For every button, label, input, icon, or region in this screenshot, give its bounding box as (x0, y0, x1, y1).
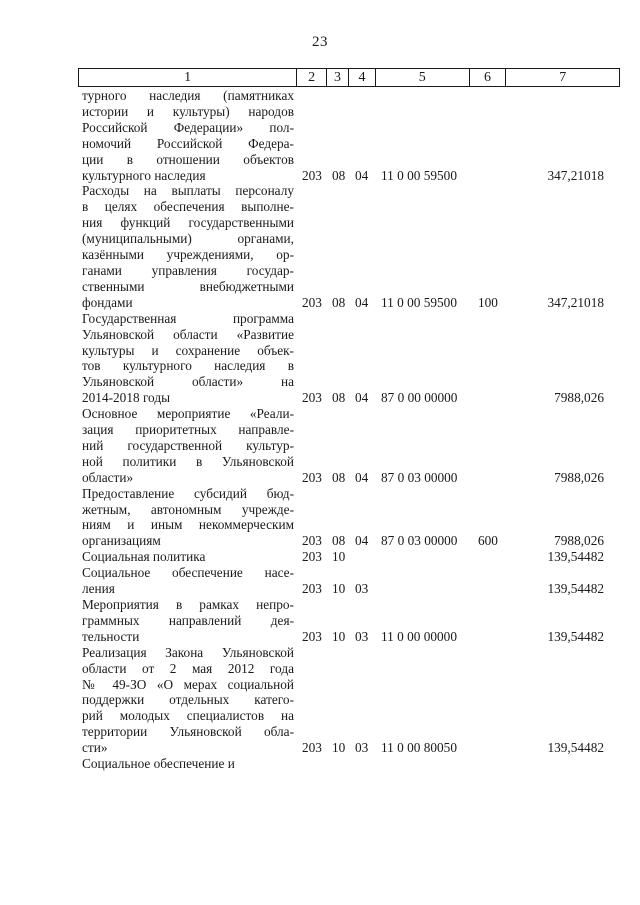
row-name-line: ния функций государственными (82, 215, 294, 231)
target-item-code: 11 0 00 00000 (381, 628, 457, 644)
section-code: 08 (332, 533, 346, 549)
row-name-line: ления (82, 581, 115, 597)
section-code: 08 (332, 167, 346, 183)
subsection-code: 04 (355, 469, 369, 485)
section-code: 10 (332, 549, 346, 565)
admin-code: 203 (302, 549, 322, 565)
row-name-line: территории Ульяновской обла- (82, 724, 294, 740)
row-name-line: сти» (82, 740, 108, 756)
header-col-4: 4 (349, 69, 376, 86)
table-row (82, 756, 622, 772)
amount: 347,21018 (547, 294, 604, 310)
amount: 139,54482 (547, 549, 604, 565)
table-row (82, 645, 622, 756)
row-codes (82, 470, 622, 486)
target-item-code: 11 0 00 59500 (381, 167, 457, 183)
row-name-line: Реализация Закона Ульяновской (82, 644, 294, 660)
subsection-code: 04 (355, 390, 369, 406)
section-code: 08 (332, 294, 346, 310)
section-code: 10 (332, 740, 346, 756)
amount: 347,21018 (547, 167, 604, 183)
target-item-code: 87 0 00 00000 (381, 390, 458, 406)
header-col-7: 7 (559, 70, 567, 85)
row-codes (82, 533, 622, 549)
target-item-code: 11 0 00 59500 (381, 294, 457, 310)
row-codes (82, 390, 622, 406)
amount: 7988,026 (554, 469, 604, 485)
row-codes (82, 629, 622, 645)
header-col-5: 5 (376, 69, 470, 86)
row-name-line: рий молодых специалистов на (82, 708, 294, 724)
row-name-line: номочий Российской Федера- (82, 135, 294, 151)
row-name-line: области от 2 мая 2012 года (82, 660, 294, 676)
amount: 7988,026 (554, 533, 604, 549)
row-name-line: области» (82, 469, 134, 485)
admin-code: 203 (302, 628, 322, 644)
table-row (82, 565, 622, 597)
row-name-line: в целях обеспечения выполне- (82, 199, 294, 215)
admin-code: 203 (302, 167, 322, 183)
subsection-code: 03 (355, 628, 369, 644)
row-codes (82, 167, 622, 183)
subsection-code: 04 (355, 294, 369, 310)
row-name-line: (муниципальными) органами, (82, 231, 294, 247)
table-row (82, 311, 622, 406)
row-name (82, 183, 294, 310)
section-code: 10 (332, 628, 346, 644)
row-name-line: турного наследия (памятниках (82, 88, 294, 103)
row-name-line: ной политики в Ульяновской (82, 453, 294, 469)
table-row (82, 486, 622, 550)
header-col-2: 2 (297, 69, 327, 86)
admin-code: 203 (302, 581, 322, 597)
table-row (82, 597, 622, 645)
row-name-line: зация приоритетных направле- (82, 422, 294, 438)
table-row (82, 406, 622, 486)
row-name-line: граммных направлений дея- (82, 612, 294, 628)
row-codes (82, 581, 622, 597)
row-name-line: Российской Федерации» пол- (82, 119, 294, 135)
row-name-line: ственными внебюджетными (82, 278, 294, 294)
row-name-line: Мероприятия в рамках непро- (82, 597, 294, 612)
admin-code: 203 (302, 294, 322, 310)
row-codes (82, 295, 622, 311)
header-col-1: 1 (79, 69, 297, 86)
row-name-line: истории и культуры) народов (82, 103, 294, 119)
row-name-line: казёнными учреждениями, ор- (82, 247, 294, 263)
row-name-line: Социальная политика (82, 549, 206, 565)
admin-code: 203 (302, 740, 322, 756)
row-name-line: Ульяновской области» на (82, 374, 294, 390)
row-name-line: поддержки отдельных катего- (82, 692, 294, 708)
amount: 139,54482 (547, 740, 604, 756)
table-row (82, 88, 622, 183)
subsection-code: 03 (355, 740, 369, 756)
row-name-line: культуры и сохранение объек- (82, 342, 294, 358)
subsection-code: 04 (355, 167, 369, 183)
target-item-code: 87 0 03 00000 (381, 469, 458, 485)
subsection-code: 04 (355, 533, 369, 549)
row-name-line: Предоставление субсидий бюд- (82, 485, 294, 501)
row-codes (82, 740, 622, 756)
row-name-line: Государственная программа (82, 310, 294, 326)
row-name-line: Основное мероприятие «Реали- (82, 406, 294, 422)
expense-type-code: 600 (478, 533, 498, 549)
row-name-line: 2014-2018 годы (82, 390, 171, 406)
table-row (82, 549, 622, 565)
page-number: 23 (312, 34, 328, 50)
target-item-code: 87 0 03 00000 (381, 533, 458, 549)
amount: 7988,026 (554, 390, 604, 406)
row-name-line: жетным, автономным учрежде- (82, 501, 294, 517)
admin-code: 203 (302, 390, 322, 406)
header-col-3: 3 (327, 69, 349, 86)
row-name-line: тельности (82, 628, 140, 644)
amount: 139,54482 (547, 581, 604, 597)
expense-type-code: 100 (478, 294, 498, 310)
row-name-line: Расходы на выплаты персоналу (82, 183, 294, 199)
admin-code: 203 (302, 469, 322, 485)
row-name-line: Социальное обеспечение и (82, 756, 235, 772)
row-name-line: тов культурного наследия в (82, 358, 294, 374)
row-name-line: № 49-ЗО «О мерах социальной (82, 676, 294, 692)
header-col-6: 6 (470, 69, 507, 86)
table-row (82, 183, 622, 310)
admin-code: 203 (302, 533, 322, 549)
amount: 139,54482 (547, 628, 604, 644)
section-code: 08 (332, 390, 346, 406)
subsection-code: 03 (355, 581, 369, 597)
row-name-line: ниям и иным некоммерческим (82, 517, 294, 533)
table-body (82, 88, 622, 772)
row-name-line: ганами управления государ- (82, 262, 294, 278)
row-name-line: Ульяновской области «Развитие (82, 326, 294, 342)
row-codes (82, 756, 622, 772)
row-name-line: фондами (82, 294, 133, 310)
section-code: 08 (332, 469, 346, 485)
row-name-line: культурного наследия (82, 167, 206, 183)
row-name-line: организациям (82, 533, 161, 549)
section-code: 10 (332, 581, 346, 597)
table-header (78, 68, 620, 87)
row-name-line: ний государственной культур- (82, 437, 294, 453)
target-item-code: 11 0 00 80050 (381, 740, 457, 756)
row-name-line: Социальное обеспечение насе- (82, 565, 294, 581)
row-codes (82, 549, 622, 565)
row-name-line: ции в отношении объектов (82, 151, 294, 167)
